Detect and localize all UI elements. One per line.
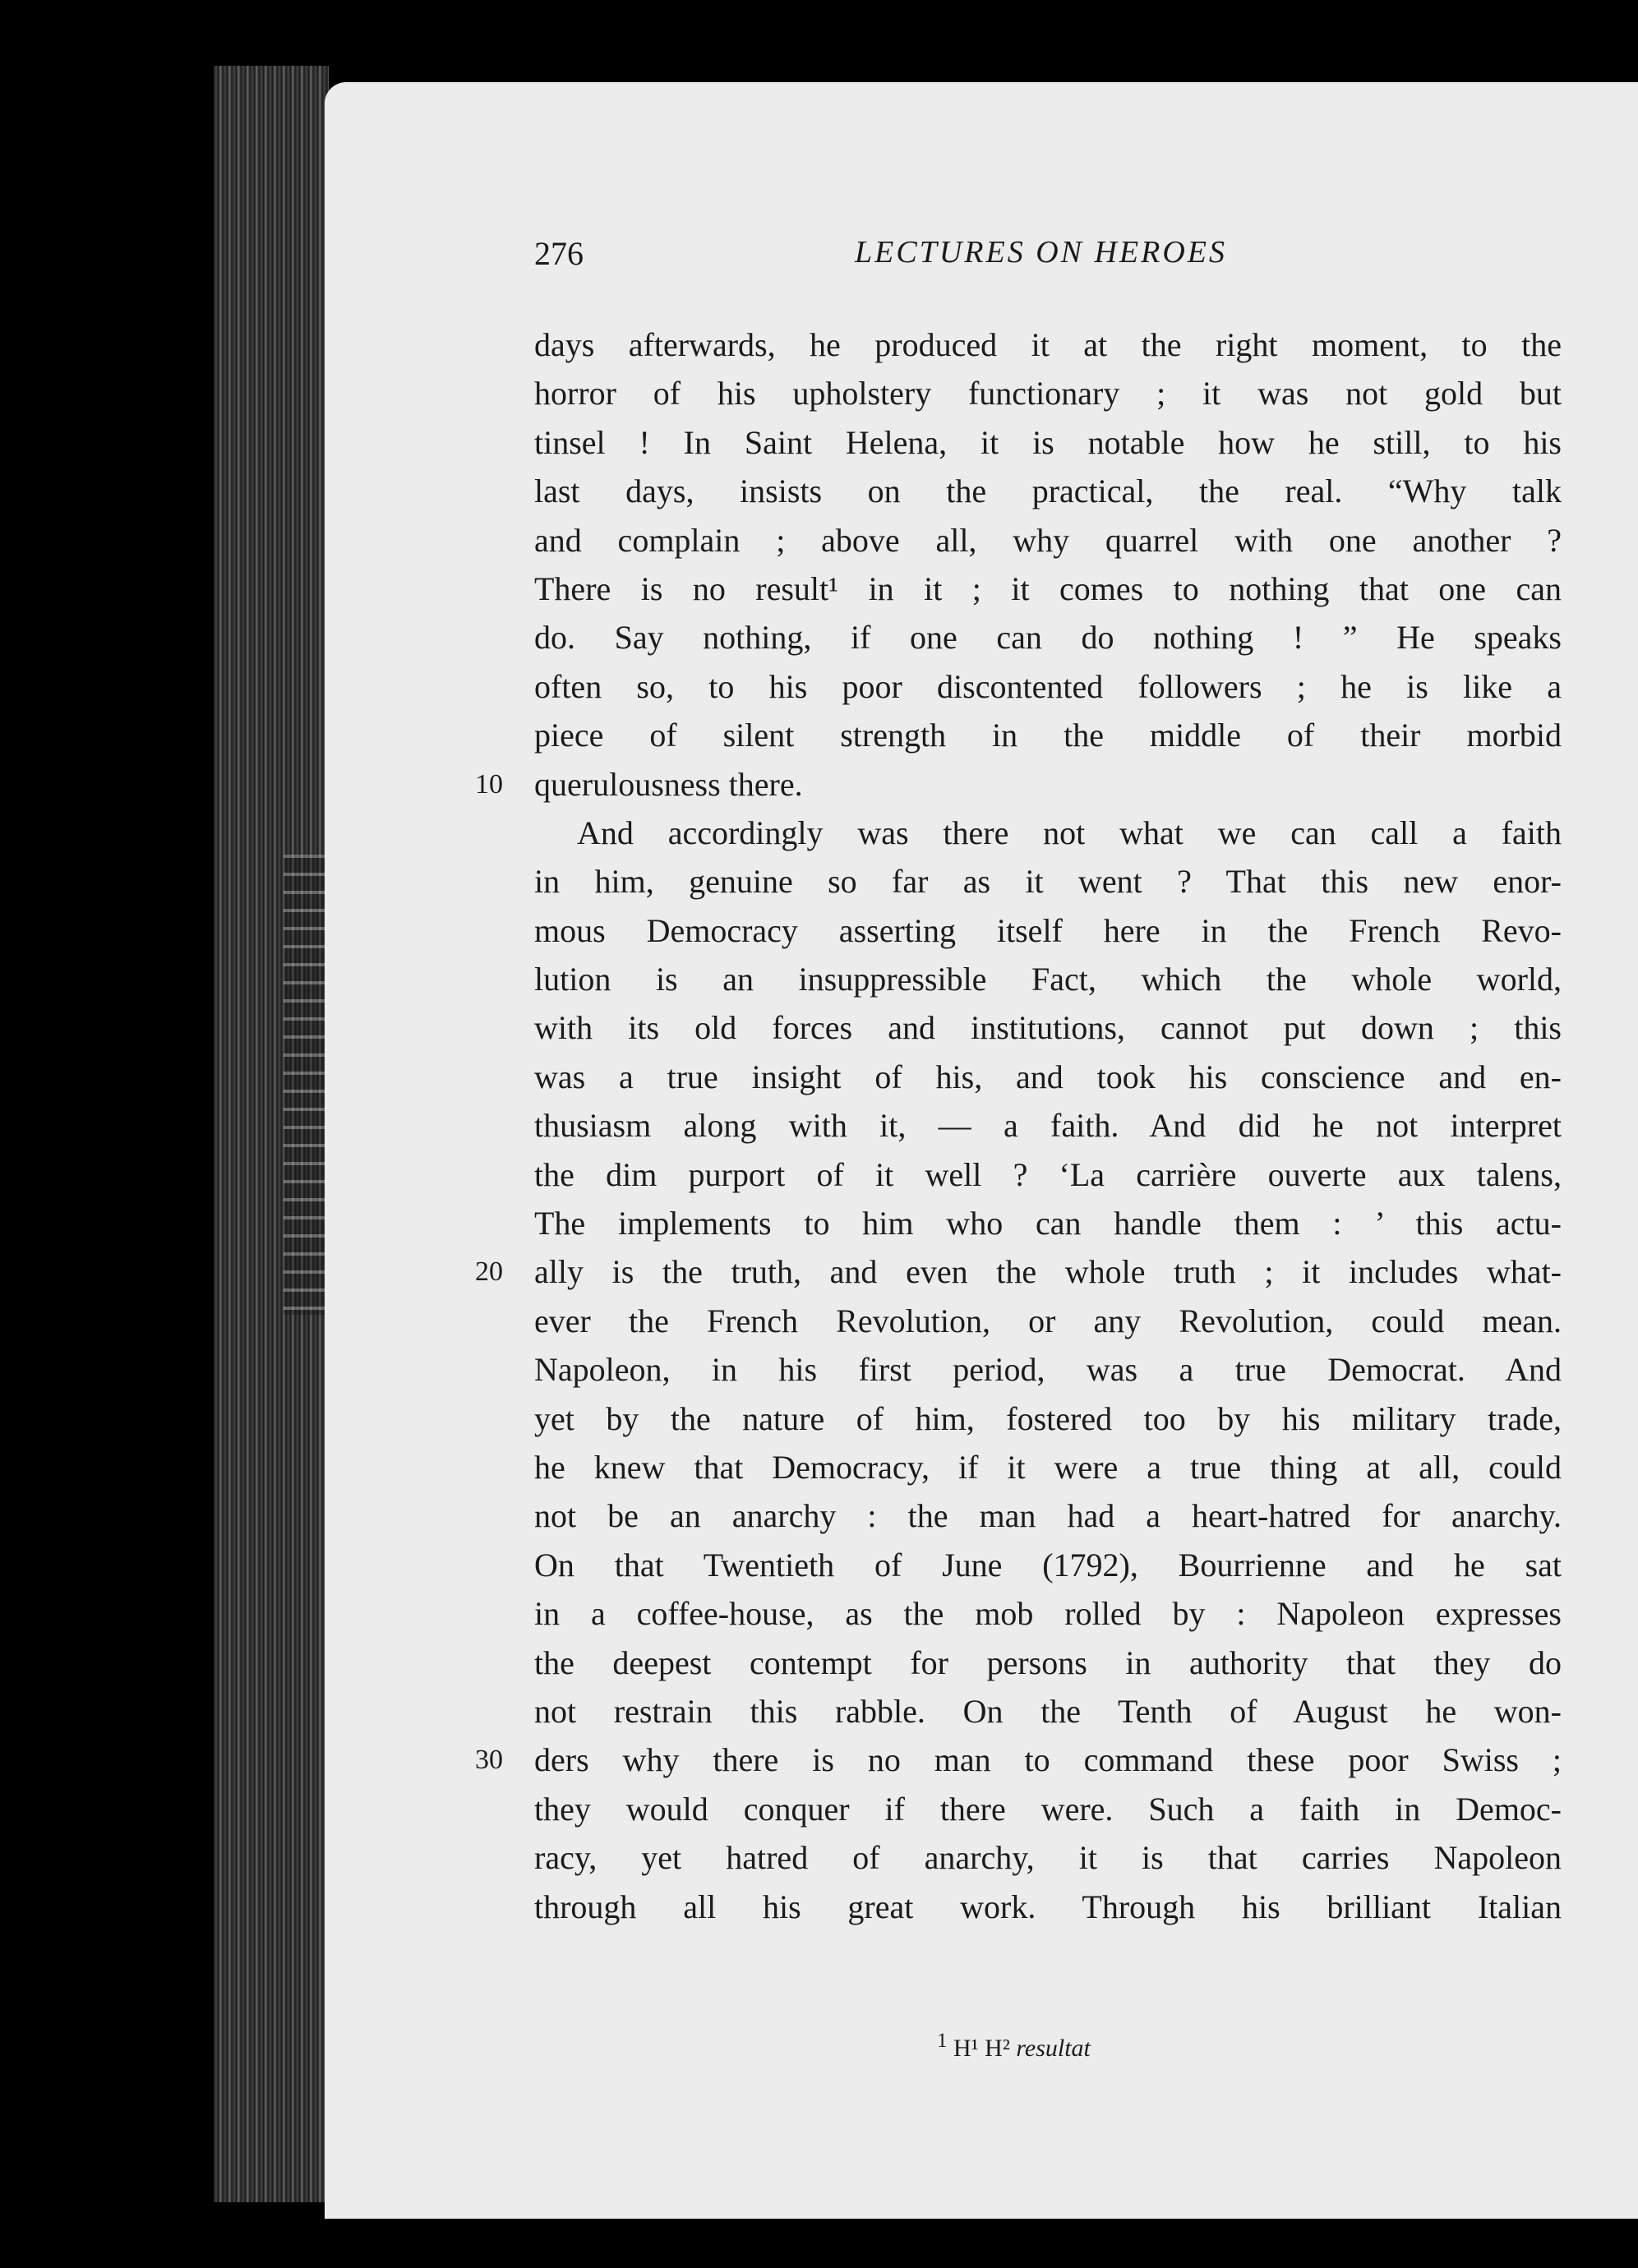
line-number: 30 — [475, 1745, 503, 1776]
text-line — [534, 1541, 1562, 1589]
footnote-editions: H¹ H² — [953, 2035, 1010, 2062]
text-line — [534, 369, 1562, 417]
text-line — [534, 1833, 1562, 1882]
line-text: mous Democracy asserting itself here in the French Revo- — [534, 911, 1562, 949]
text-line — [534, 418, 1562, 467]
line-text: racy, yet hatred of anarchy, it is that carries Napoleon — [534, 1839, 1562, 1877]
text-line — [534, 565, 1562, 613]
page-header — [534, 234, 1594, 284]
line-text: thusiasm along with it, — a faith. And did he not interpret — [534, 1107, 1562, 1145]
line-text: they would conquer if there were. Such a faith in Democ- — [534, 1790, 1562, 1828]
running-title: LECTURES ON HEROES — [855, 235, 1227, 270]
page-number: 276 — [534, 235, 584, 272]
text-line — [534, 516, 1562, 565]
line-text: ders why there is no man to command these poor Swiss ; — [534, 1741, 1562, 1779]
text-line — [534, 1345, 1562, 1394]
text-line — [534, 1491, 1562, 1540]
text-line — [534, 1101, 1562, 1150]
line-text: through all his great work. Through his brilliant Italian — [534, 1888, 1562, 1925]
book-page — [325, 82, 1638, 2219]
line-text: in him, genuine so far as it went ? That this new enor- — [534, 863, 1562, 901]
line-text: There is no result¹ in it ; it comes to nothing that one can — [534, 569, 1562, 607]
text-line — [534, 955, 1562, 1003]
line-text: the deepest contempt for persons in authority that they do — [534, 1643, 1562, 1681]
line-number: 20 — [475, 1256, 503, 1288]
line-text: he knew that Democracy, if it were a true thing at all, could — [534, 1448, 1562, 1486]
text-line — [534, 1053, 1562, 1101]
line-text: days afterwards, he produced it at the right moment, to the — [534, 326, 1562, 363]
text-line — [534, 1883, 1562, 1931]
text-line — [475, 760, 1562, 809]
line-text: the dim purport of it well ? ‘La carrière ouverte aux talens, — [534, 1155, 1562, 1193]
text-line — [534, 809, 1562, 857]
line-text: lution is an insuppressible Fact, which the whole world, — [534, 961, 1562, 998]
text-line — [534, 1297, 1562, 1345]
line-text: querulousness there. — [534, 765, 803, 803]
text-line — [534, 711, 1562, 759]
text-line — [534, 1443, 1562, 1491]
line-text: often so, to his poor discontented followers ; he is like a — [534, 667, 1562, 705]
text-line — [534, 1394, 1562, 1443]
text-line — [534, 320, 1562, 369]
line-number: 10 — [475, 768, 503, 800]
line-text: The implements to him who can handle them : ’ this actu- — [534, 1205, 1562, 1242]
text-line — [475, 1247, 1562, 1296]
text-line — [534, 1199, 1562, 1247]
text-line — [534, 613, 1562, 662]
text-line — [534, 906, 1562, 955]
line-text: horror of his upholstery functionary ; it was not gold but — [534, 375, 1562, 413]
text-line — [534, 1639, 1562, 1687]
line-text: last days, insists on the practical, the real. “Why talk — [534, 472, 1562, 510]
line-text: yet by the nature of him, fostered too by his military trade, — [534, 1399, 1562, 1437]
page-body-text — [475, 320, 1562, 1931]
line-text: and complain ; above all, why quarrel with one another ? — [534, 521, 1562, 559]
footnote — [937, 2030, 1091, 2063]
line-text: in a coffee-house, as the mob rolled by : Napoleon expresses — [534, 1595, 1562, 1633]
text-line — [534, 1687, 1562, 1736]
text-line — [534, 1589, 1562, 1638]
text-line — [534, 467, 1562, 515]
line-text: piece of silent strength in the middle of their morbid — [534, 717, 1562, 754]
line-text: with its old forces and institutions, cannot put down ; this — [534, 1009, 1562, 1047]
text-line — [534, 662, 1562, 711]
line-text: tinsel ! In Saint Helena, it is notable how he still, to his — [534, 423, 1562, 461]
line-text: And accordingly was there not what we can call a faith — [577, 814, 1562, 851]
text-line — [534, 1785, 1562, 1833]
text-line — [534, 1003, 1562, 1052]
line-text: ever the French Revolution, or any Revolution, could mean. — [534, 1302, 1562, 1339]
text-line — [534, 857, 1562, 906]
line-text: was a true insight of his, and took his conscience and en- — [534, 1058, 1562, 1095]
footnote-marker: 1 — [937, 2030, 948, 2052]
line-text: do. Say nothing, if one can do nothing ! ” He speaks — [534, 619, 1562, 657]
line-text: ally is the truth, and even the whole truth ; it includes what- — [534, 1253, 1562, 1291]
footnote-reading: resultat — [1016, 2035, 1091, 2062]
text-line — [475, 1736, 1562, 1784]
line-text: Napoleon, in his first period, was a true Democrat. And — [534, 1351, 1562, 1389]
text-line — [534, 1150, 1562, 1199]
line-text: not be an anarchy : the man had a heart-hatred for anarchy. — [534, 1497, 1562, 1535]
line-text: not restrain this rabble. On the Tenth of August he won- — [534, 1692, 1562, 1730]
book-spine-marks — [284, 855, 325, 1315]
line-text: On that Twentieth of June (1792), Bourrienne and he sat — [534, 1546, 1562, 1583]
